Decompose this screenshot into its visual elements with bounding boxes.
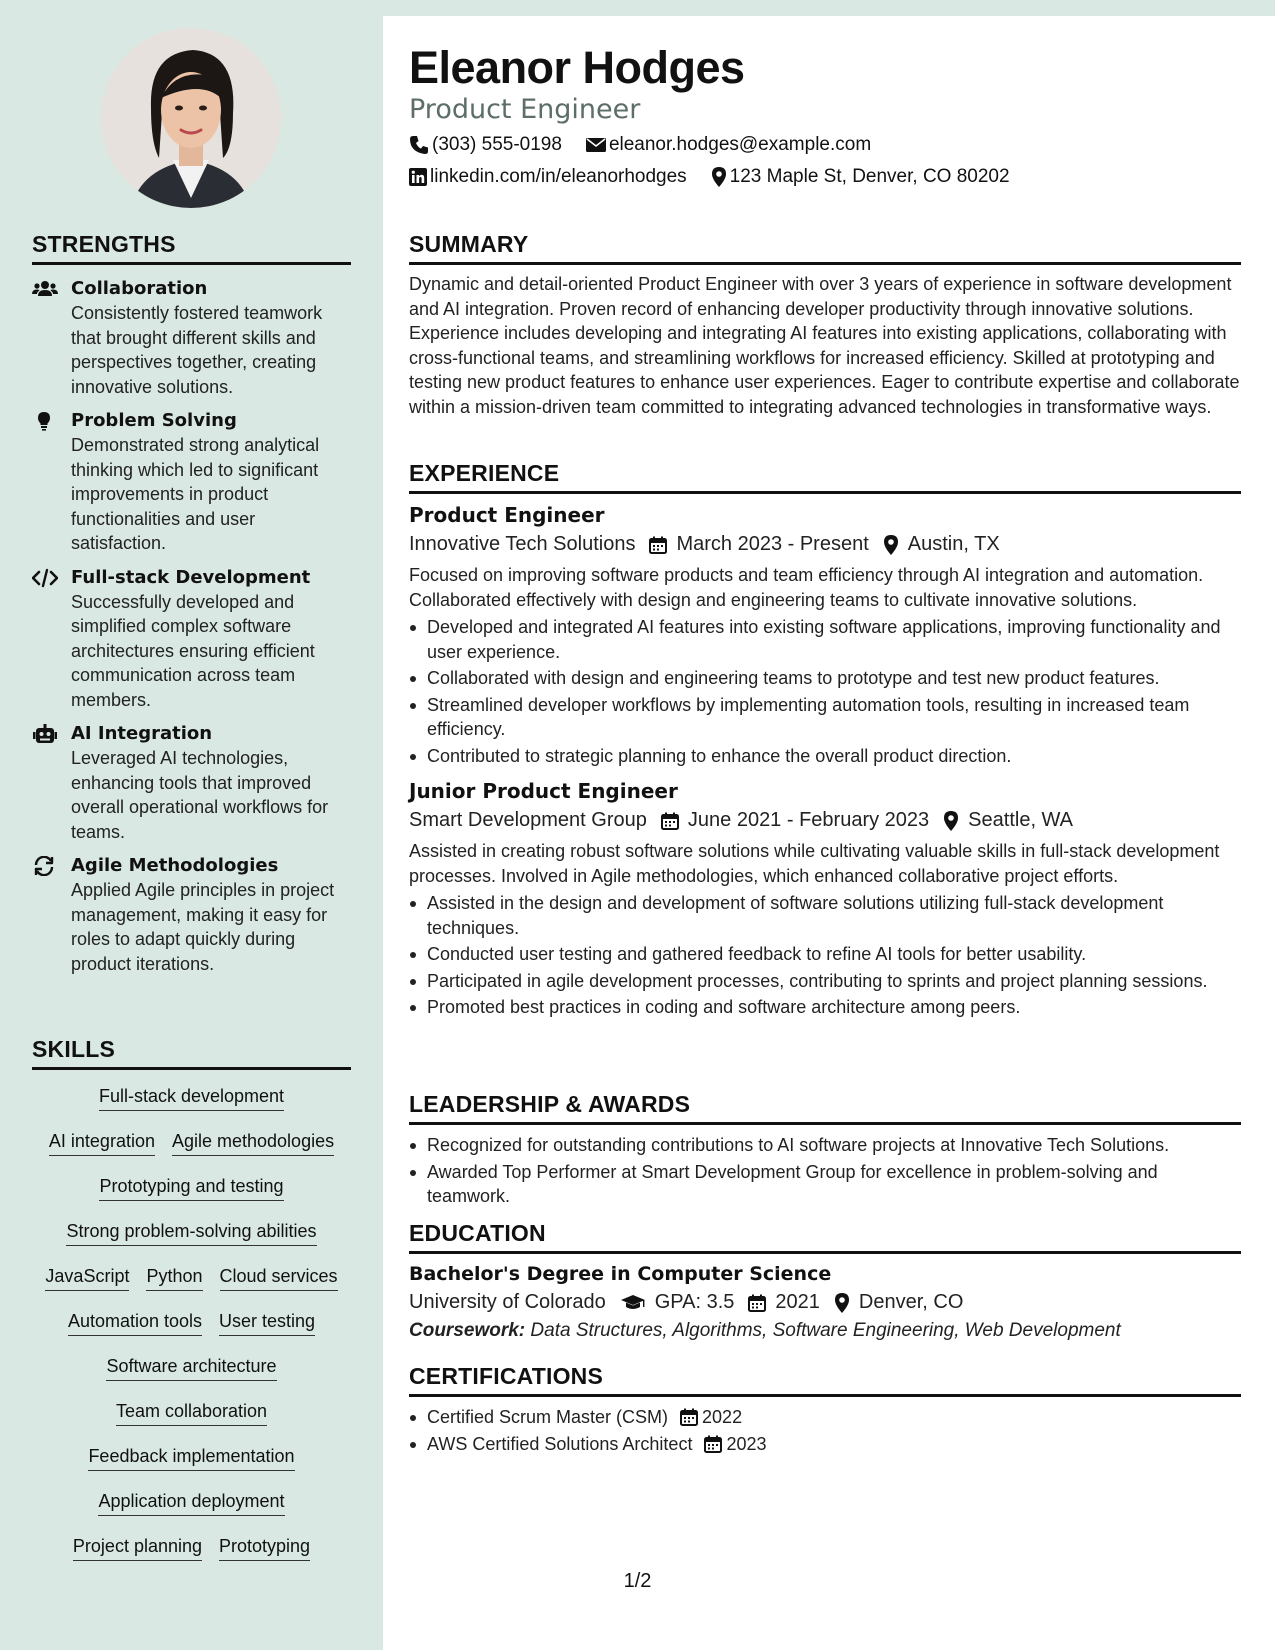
job-meta: [409, 533, 1241, 556]
strength-description: Demonstrated strong analytical thinking which led to significant improvements in product functionalities and user satisfaction.: [71, 435, 320, 553]
strength-item: [32, 409, 351, 556]
school-location: Denver, CO: [858, 1291, 964, 1313]
email-address[interactable]: eleanor.hodges@example.com: [608, 134, 872, 155]
education-heading: EDUCATION: [409, 1220, 546, 1246]
job-list: [409, 503, 1241, 1020]
address: 123 Maple St, Denver, CO 80202: [729, 166, 1010, 187]
section-divider: [409, 491, 1241, 494]
job-entry: [409, 503, 1241, 768]
education-section: [409, 1220, 1241, 1342]
strength-description: Consistently fostered teamwork that brought different skills and perspectives together, creating innovative solutions.: [71, 303, 323, 397]
skill-tag: Python: [146, 1264, 202, 1291]
skill-row: [32, 1354, 351, 1399]
main-content: [383, 16, 1275, 1650]
gpa-item: [620, 1291, 735, 1314]
linkedin-contact: [409, 166, 687, 188]
strength-item: [32, 854, 351, 976]
company-name: Innovative Tech Solutions: [409, 533, 636, 555]
graduation-cap-icon: [620, 1294, 646, 1312]
address-contact: [711, 166, 1010, 188]
job-bullets: [409, 891, 1241, 1020]
avatar: [101, 28, 281, 208]
leadership-section: [409, 1091, 1241, 1211]
code-icon: [32, 568, 58, 588]
profile-photo: [101, 28, 281, 208]
summary-heading: SUMMARY: [409, 231, 529, 257]
education-meta: [409, 1291, 1241, 1314]
page-number: 1/2: [623, 1570, 652, 1592]
bullet-item: Participated in agile development processes, contributing to sprints and project planning sessions.: [409, 969, 1241, 994]
section-divider: [409, 1394, 1241, 1397]
bullet-item: Recognized for outstanding contributions to AI software projects at Innovative Tech Solutions.: [409, 1133, 1241, 1158]
linkedin-icon: [409, 168, 427, 186]
skill-row: [32, 1399, 351, 1444]
envelope-icon: [586, 137, 606, 153]
gpa-value: GPA: 3.5: [654, 1291, 735, 1313]
company-name: Smart Development Group: [409, 809, 647, 831]
certifications-heading: CERTIFICATIONS: [409, 1363, 604, 1389]
skill-tag: Agile methodologies: [172, 1129, 334, 1156]
job-entry: [409, 779, 1241, 1020]
strength-title: Problem Solving: [71, 410, 237, 431]
skill-tag: Automation tools: [68, 1309, 202, 1336]
graduation-year: 2021: [775, 1291, 820, 1313]
sidebar: [0, 0, 383, 1650]
linkedin-url[interactable]: linkedin.com/in/eleanorhodges: [430, 166, 687, 187]
location-item: [834, 1291, 963, 1314]
bullet-item: Conducted user testing and gathered feedback to refine AI tools for better usability.: [409, 942, 1241, 967]
certification-row: [427, 1432, 767, 1457]
section-divider: [32, 262, 351, 265]
leadership-heading: LEADERSHIP & AWARDS: [409, 1091, 691, 1117]
degree-title: Bachelor's Degree in Computer Science: [409, 1263, 832, 1285]
skills-section: [32, 1036, 351, 1579]
skill-tag: Application deployment: [98, 1489, 284, 1516]
strengths-heading: STRENGTHS: [32, 231, 176, 257]
skills-list: [32, 1084, 351, 1579]
certification-item: [409, 1405, 1241, 1430]
skill-tag: Strong problem-solving abilities: [66, 1219, 316, 1246]
lightbulb-icon: [32, 411, 58, 431]
coursework: [409, 1320, 1241, 1342]
coursework-list: Data Structures, Algorithms, Software Engineering, Web Development: [530, 1320, 1121, 1341]
certifications-list: [409, 1405, 1241, 1456]
contact-line: [409, 166, 1034, 188]
map-pin-icon: [834, 1293, 850, 1313]
phone-number: (303) 555-0198: [432, 134, 562, 155]
skill-tag: User testing: [219, 1309, 315, 1336]
calendar-icon: [704, 1435, 722, 1453]
skill-tag: Cloud services: [220, 1264, 338, 1291]
experience-section: [409, 460, 1241, 1022]
strength-item: [32, 722, 351, 844]
certifications-section: [409, 1363, 1241, 1458]
bullet-item: Assisted in the design and development of software solutions utilizing full-stack development techniques.: [409, 891, 1241, 940]
bullet-item: Developed and integrated AI features into existing software applications, improving functionality and user experience.: [409, 615, 1241, 664]
year-item: [748, 1291, 820, 1314]
calendar-icon: [649, 536, 667, 554]
strength-item: [32, 277, 351, 399]
users-icon: [32, 279, 58, 299]
skill-row: [32, 1444, 351, 1489]
skill-tag: JavaScript: [45, 1264, 129, 1291]
map-pin-icon: [711, 167, 727, 187]
skill-row: [32, 1219, 351, 1264]
section-divider: [409, 1251, 1241, 1254]
skill-tag: Software architecture: [106, 1354, 276, 1381]
experience-heading: EXPERIENCE: [409, 460, 560, 486]
leadership-list: [409, 1133, 1241, 1209]
skill-row: [32, 1309, 351, 1354]
summary-text: Dynamic and detail-oriented Product Engineer with over 3 years of experience in software development and AI integration. Proven record of enhancing developer productivity through innovative solutions. Experience includes developing and integrating AI features into existing applications, collaborating with cross-functional teams, and streamlining workflows for increased efficiency. Skilled at prototyping and testing new product features to enhance user experiences. Eager to contribute expertise and collaborate within a mission-driven team committed to integrating advanced technologies in transformative ways.: [409, 274, 1240, 417]
strength-item: [32, 566, 351, 713]
strength-title: AI Integration: [71, 723, 213, 744]
skill-row: [32, 1174, 351, 1219]
job-location: [943, 809, 1073, 832]
skill-tag: Full-stack development: [99, 1084, 284, 1111]
job-summary: Focused on improving software products and team efficiency through AI integration and automation. Collaborated effectively with design and engineering teams to cultivate innovative solutions.: [409, 565, 1204, 610]
certification-year: 2022: [702, 1407, 743, 1427]
job-dates: [649, 533, 868, 556]
summary-section: [409, 231, 1241, 419]
skill-tag: Team collaboration: [116, 1399, 267, 1426]
certification-row: [427, 1405, 742, 1430]
skill-row: [32, 1084, 351, 1129]
bullet-item: Awarded Top Performer at Smart Development Group for excellence in problem-solving and teamwork.: [409, 1160, 1241, 1209]
calendar-icon: [661, 812, 679, 830]
skill-row: [32, 1489, 351, 1534]
section-divider: [409, 1122, 1241, 1125]
job-dates: [661, 809, 929, 832]
map-pin-icon: [943, 811, 959, 831]
strength-description: Leveraged AI technologies, enhancing tools that improved overall operational workflows for teams.: [71, 748, 329, 842]
phone-icon: [409, 135, 429, 155]
map-pin-icon: [883, 535, 899, 555]
job-title: Junior Product Engineer: [409, 779, 678, 803]
sync-icon: [32, 856, 58, 876]
skill-tag: Project planning: [73, 1534, 202, 1561]
strengths-list: [32, 277, 351, 976]
bullet-item: Contributed to strategic planning to enhance the overall product direction.: [409, 744, 1241, 769]
job-meta: [409, 809, 1241, 832]
strength-title: Agile Methodologies: [71, 855, 279, 876]
strength-title: Collaboration: [71, 278, 208, 299]
bullet-item: Collaborated with design and engineering teams to prototype and test new product features.: [409, 666, 1241, 691]
certification-item: [409, 1432, 1241, 1457]
phone-contact: [409, 134, 562, 156]
coursework-label: Coursework:: [409, 1320, 526, 1341]
calendar-icon: [680, 1408, 698, 1426]
skill-tag: Prototyping and testing: [99, 1174, 283, 1201]
bullet-item: Promoted best practices in coding and software architecture among peers.: [409, 995, 1241, 1020]
candidate-role: Product Engineer: [409, 94, 641, 125]
section-divider: [409, 262, 1241, 265]
skill-row: [32, 1264, 351, 1309]
location-text: Austin, TX: [907, 533, 1000, 555]
skills-heading: SKILLS: [32, 1036, 115, 1062]
skill-tag: AI integration: [49, 1129, 155, 1156]
bullet-item: Streamlined developer workflows by implementing automation tools, resulting in increased team efficiency.: [409, 693, 1241, 742]
certification-name: Certified Scrum Master (CSM): [427, 1407, 669, 1427]
job-summary: Assisted in creating robust software solutions while cultivating valuable skills in full-stack development processes. Involved in Agile methodologies, which enhanced collaborative project efforts.: [409, 841, 1220, 886]
calendar-icon: [748, 1294, 766, 1312]
email-contact: [586, 134, 871, 156]
date-range: March 2023 - Present: [676, 533, 869, 555]
certification-year: 2023: [726, 1433, 767, 1454]
certification-name: AWS Certified Solutions Architect: [427, 1433, 693, 1454]
contact-line: [409, 134, 895, 156]
job-location: [883, 533, 1000, 556]
job-bullets: [409, 615, 1241, 768]
section-divider: [32, 1067, 351, 1070]
school-name: University of Colorado: [409, 1291, 606, 1313]
strength-description: Applied Agile principles in project management, making it easy for roles to adapt quickly during product iterations.: [71, 880, 335, 974]
candidate-name: Eleanor Hodges: [409, 42, 745, 93]
date-range: June 2021 - February 2023: [687, 809, 930, 831]
strengths-section: [32, 231, 351, 976]
strength-title: Full-stack Development: [71, 566, 311, 588]
location-text: Seattle, WA: [968, 809, 1074, 831]
job-title: Product Engineer: [409, 503, 605, 527]
skill-tag: Prototyping: [219, 1534, 310, 1561]
skill-tag: Feedback implementation: [88, 1444, 294, 1471]
strength-description: Successfully developed and simplified complex software architectures ensuring efficient communication across team members.: [71, 591, 315, 710]
robot-icon: [32, 724, 58, 744]
skill-row: [32, 1129, 351, 1174]
